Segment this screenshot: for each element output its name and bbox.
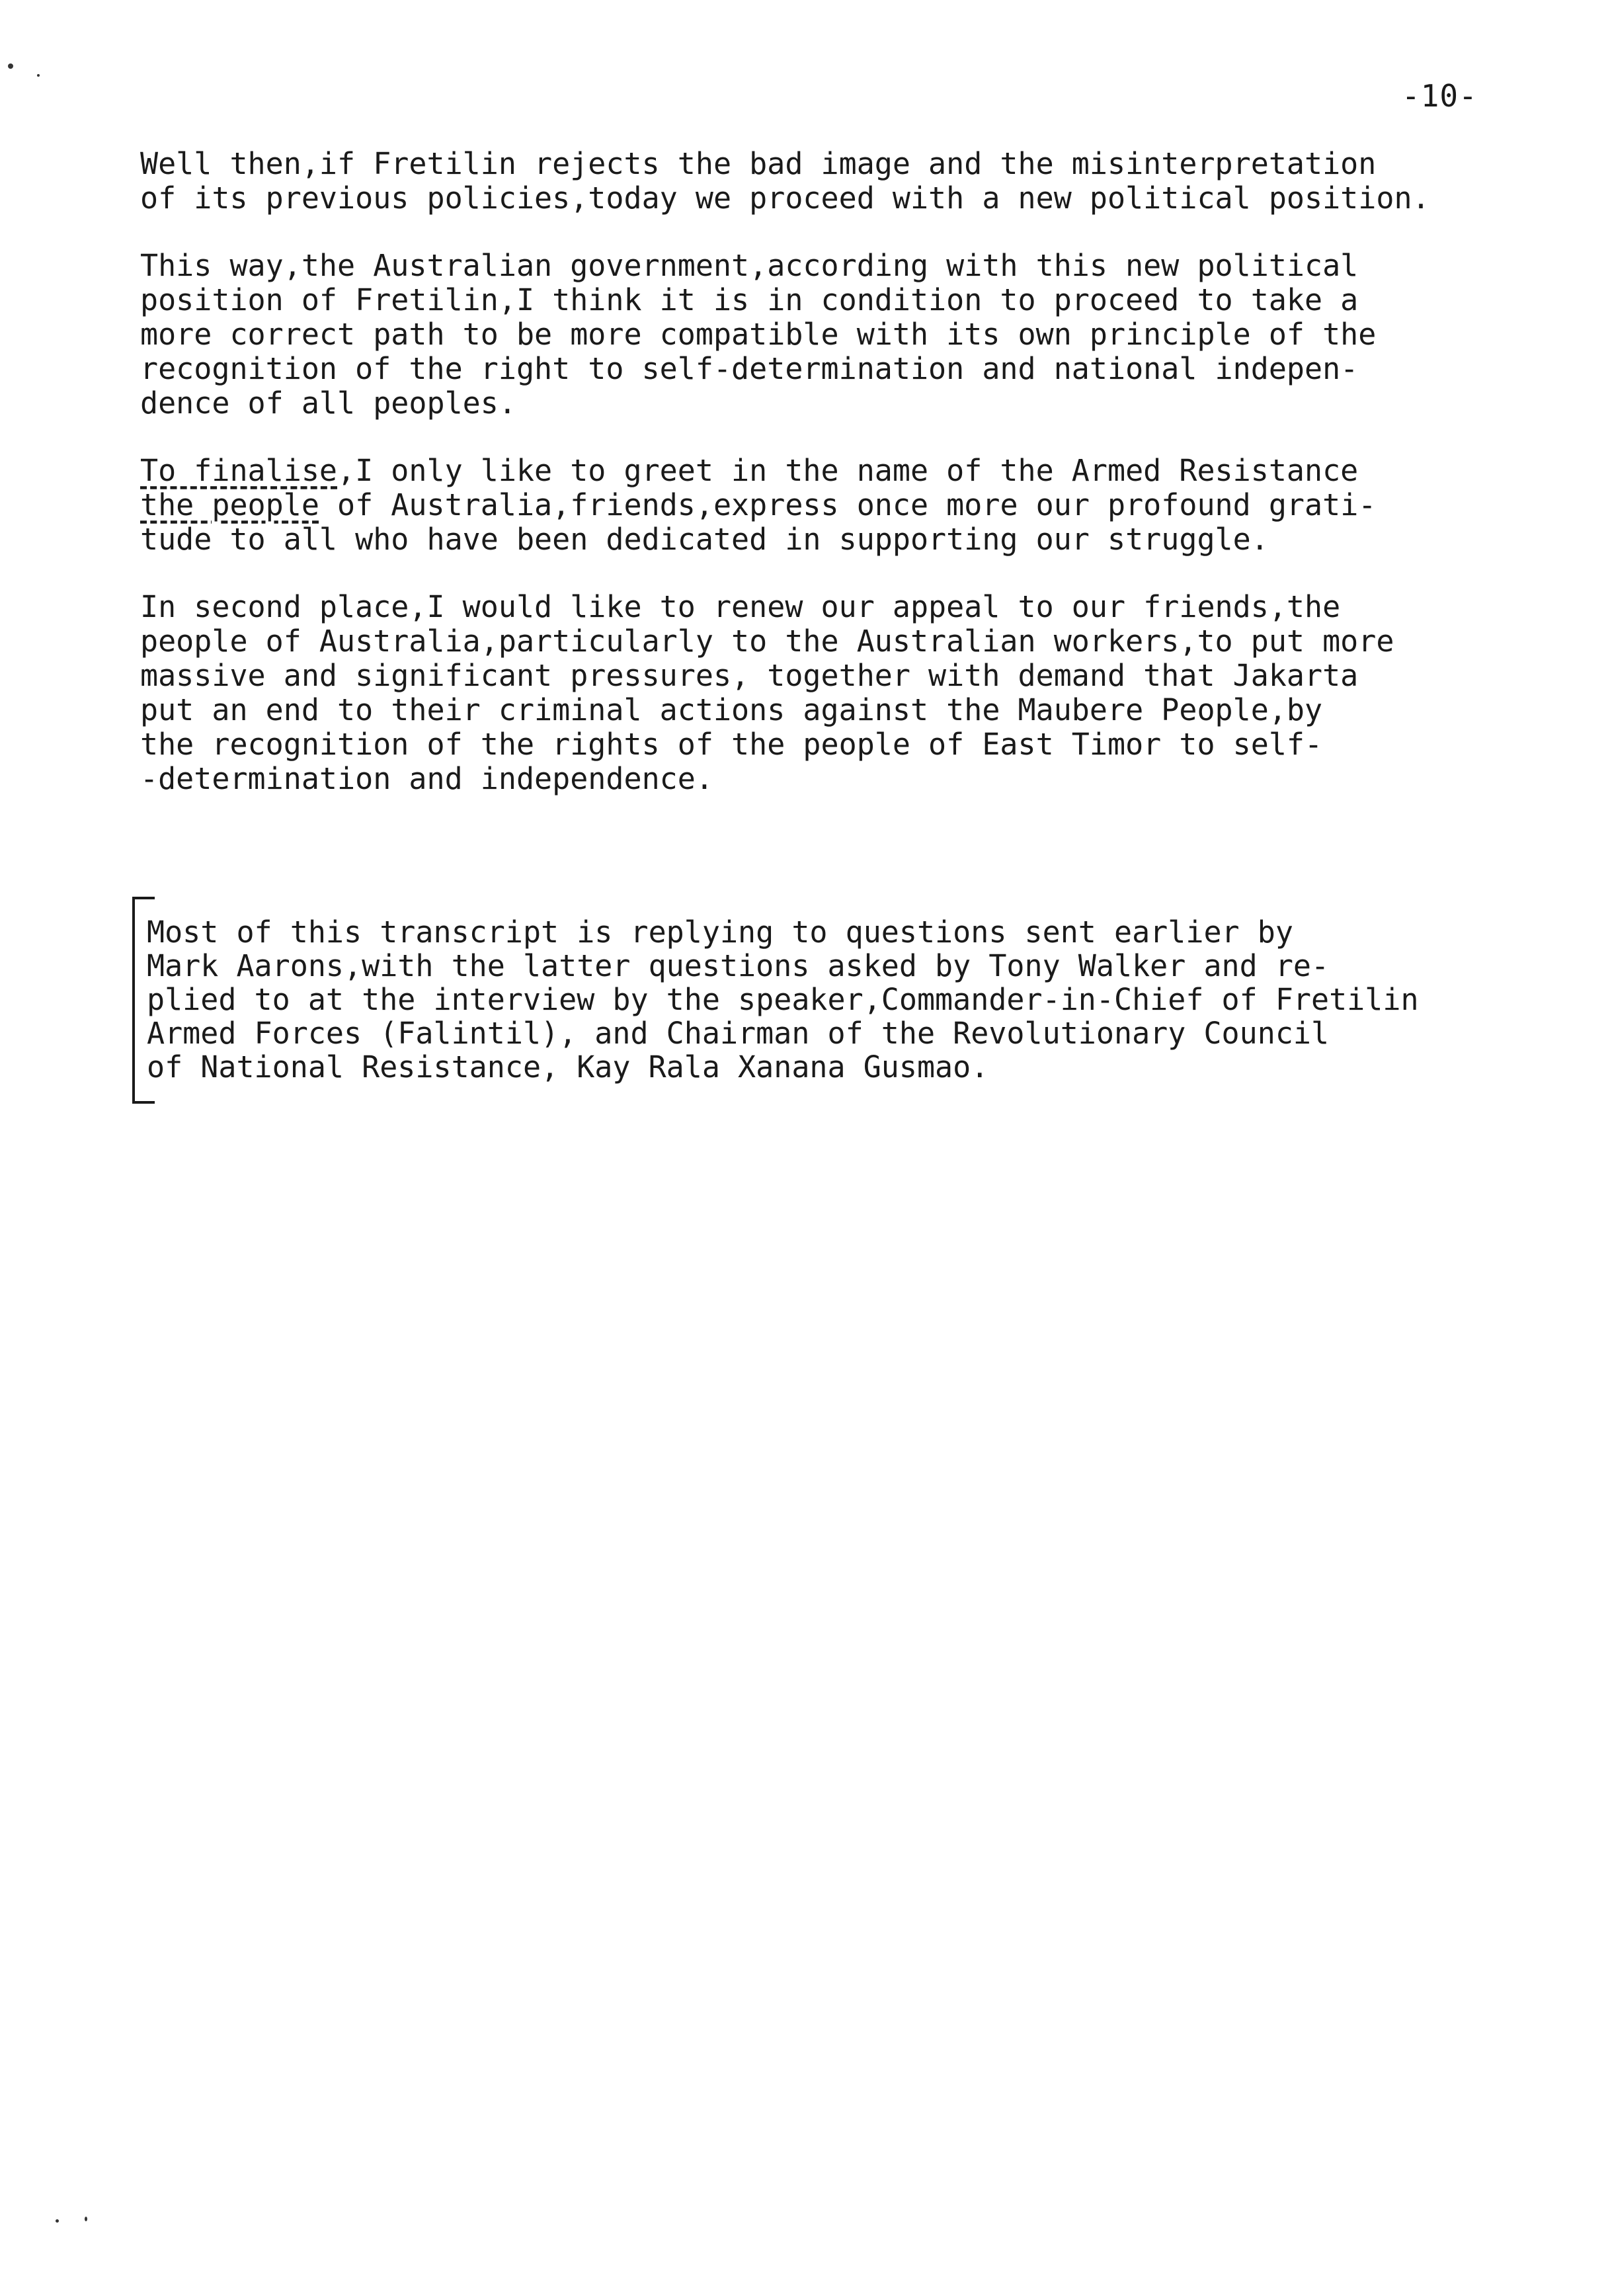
paragraph-1 <box>140 147 1582 216</box>
text-line: -determination and independence. <box>140 761 713 796</box>
body-text <box>140 147 1582 829</box>
text-line: This way,the Australian government,according with this new political <box>140 248 1359 283</box>
text-run: ,I only like to greet in the name of the Armed Resistance <box>337 453 1359 488</box>
text-line: people of Australia,particularly to the Australian workers,to put more <box>140 624 1394 659</box>
text-line: In second place,I would like to renew our appeal to our friends,the <box>140 589 1341 624</box>
text-run: of Australia,friends,express once more our profound grati- <box>319 487 1377 522</box>
text-line: put an end to their criminal actions against the Maubere People,by <box>140 692 1323 727</box>
text-line: of its previous policies,today we proceed with a new political position. <box>140 181 1430 216</box>
transcript-note <box>132 897 1419 1104</box>
text-line: tude to all who have been dedicated in supporting our struggle. <box>140 522 1269 557</box>
text-line <box>140 454 1582 488</box>
underlined-phrase: To finalise <box>140 453 338 488</box>
text-line: massive and significant pressures, together with demand that Jakarta <box>140 658 1359 693</box>
page-number: -10- <box>1402 78 1478 114</box>
scan-speck <box>85 2217 87 2221</box>
note-line: Mark Aarons,with the latter questions asked by Tony Walker and re- <box>147 948 1330 983</box>
text-line: recognition of the right to self-determination and national indepen- <box>140 351 1359 386</box>
text-line: dence of all peoples. <box>140 386 516 421</box>
text-line <box>140 488 1582 522</box>
scan-speck <box>8 63 13 69</box>
underlined-phrase: the people <box>140 487 319 522</box>
bracket-mark <box>132 897 155 1104</box>
paragraph-4 <box>140 590 1582 796</box>
scan-speck <box>37 74 40 77</box>
note-line: of National Resistance, Kay Rala Xanana Gusmao. <box>147 1049 989 1085</box>
note-line: Armed Forces (Falintil), and Chairman of the Revolutionary Council <box>147 1016 1330 1051</box>
note-line: plied to at the interview by the speaker,Commander-in-Chief of Fretilin <box>147 982 1419 1017</box>
paragraph-2 <box>140 249 1582 421</box>
scan-speck <box>56 2219 59 2223</box>
text-line: position of Fretilin,I think it is in condition to proceed to take a <box>140 282 1359 317</box>
text-line: Well then,if Fretilin rejects the bad image and the misinterpretation <box>140 146 1377 181</box>
note-line: Most of this transcript is replying to questions sent earlier by <box>147 915 1293 950</box>
text-line: more correct path to be more compatible with its own principle of the <box>140 317 1377 352</box>
text-line: the recognition of the rights of the people of East Timor to self- <box>140 727 1323 762</box>
paragraph-3 <box>140 454 1582 557</box>
